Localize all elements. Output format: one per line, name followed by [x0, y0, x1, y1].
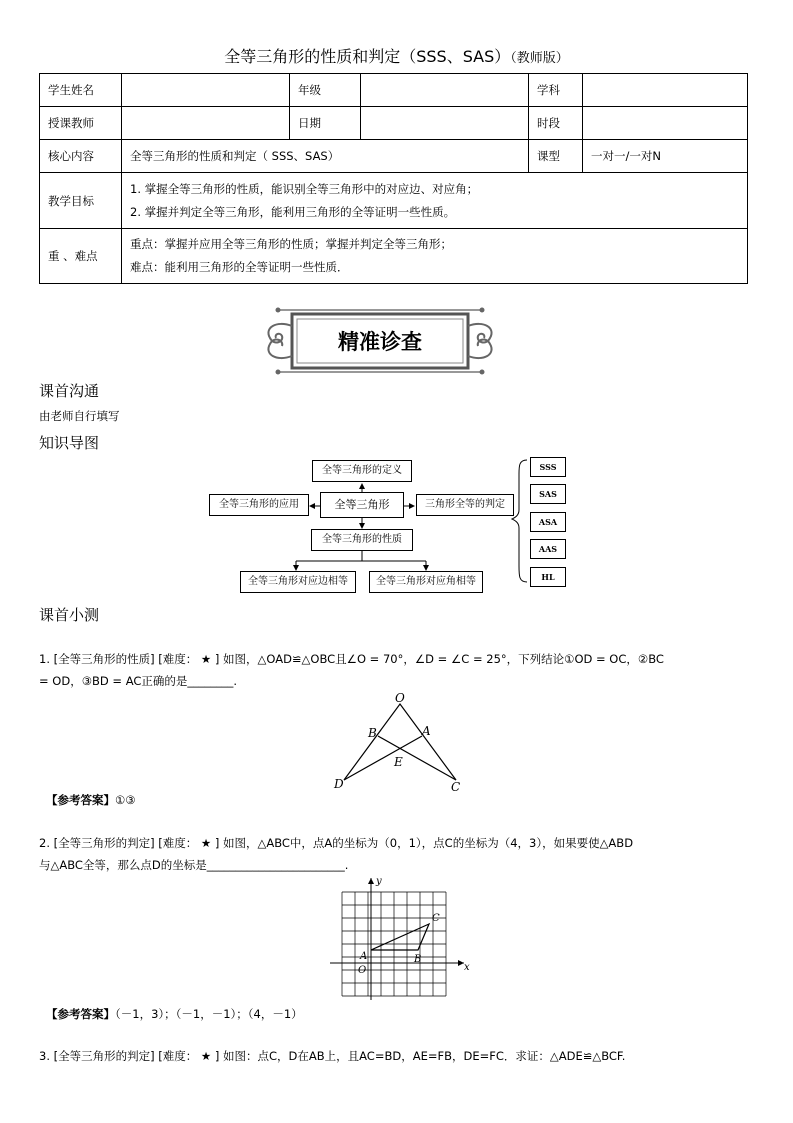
- question-2-answer: [46, 1006, 303, 1022]
- question-2: [39, 832, 754, 876]
- question-1-line2: = OD，③BD = AC正确的是________.: [39, 674, 238, 688]
- section-heading-mindmap: 知识导图: [39, 434, 100, 452]
- question-2-answer-value: （－1，3）；（－1，－1）；（4，－1）: [115, 1007, 303, 1021]
- mindmap-method-sss: SSS: [530, 457, 566, 477]
- question-2-figure: [326, 874, 472, 1002]
- fig2-label-a: A: [360, 951, 368, 962]
- fig2-label-c: C: [432, 913, 440, 924]
- question-3: [39, 1045, 754, 1067]
- core-label: 核心内容: [40, 140, 122, 173]
- question-3-line1: 3. [全等三角形的判定] [难度： ★ ] 如图：点C，D在AB上，且AC=BD，AE=FB，DE=FC．求证：△ADE≌△BCF.: [39, 1049, 626, 1063]
- key-2: 难点：能利用三角形的全等证明一些性质．: [130, 260, 349, 274]
- section-heading-communication: 课首沟通: [39, 382, 100, 400]
- question-2-line1: 2. [全等三角形的判定] [难度： ★ ] 如图，△ABC中，点A的坐标为（0，1），点C的坐标为（4，3），如果要使△ABD: [39, 836, 634, 850]
- fig1-label-e: E: [394, 755, 403, 769]
- question-2-answer-label: 【参考答案】: [46, 1007, 115, 1021]
- title-suffix: （教师版）: [510, 51, 569, 66]
- type-label: 课型: [529, 140, 583, 173]
- mindmap-property: 全等三角形的性质: [311, 529, 413, 551]
- fig1-label-a: A: [422, 724, 431, 738]
- fig1-label-b: B: [368, 726, 377, 740]
- fig2-label-x: x: [464, 962, 470, 973]
- mindmap-method-hl: HL: [530, 567, 566, 587]
- section-body-communication: 由老师自行填写: [39, 409, 120, 423]
- key-label: 重 、难点: [40, 229, 122, 284]
- mindmap-application: 全等三角形的应用: [209, 494, 309, 516]
- question-1-figure: [330, 690, 470, 794]
- banner-title: 精准诊查: [338, 329, 422, 354]
- period-label: 时段: [529, 107, 583, 140]
- fig2-label-b: B: [414, 954, 422, 965]
- fig1-label-o: O: [395, 691, 405, 705]
- mindmap-angles-equal: 全等三角形对应角相等: [369, 571, 483, 593]
- fig1-label-d: D: [334, 777, 344, 791]
- student-name-label: 学生姓名: [40, 74, 122, 107]
- fig2-label-y: y: [376, 876, 382, 887]
- mindmap-center: 全等三角形: [320, 492, 404, 518]
- question-1-answer-label: 【参考答案】: [46, 793, 115, 807]
- mindmap-sides-equal: 全等三角形对应边相等: [240, 571, 356, 593]
- goal-2: 2. 掌握并判定全等三角形，能利用三角形的全等证明一些性质。: [130, 204, 456, 219]
- mindmap-definition: 全等三角形的定义: [312, 460, 412, 482]
- date-label: 日期: [290, 107, 361, 140]
- core-value: 全等三角形的性质和判定（ SSS、SAS）: [122, 140, 529, 173]
- goal-label: 教学目标: [40, 173, 122, 229]
- question-2-line2: 与△ABC全等，那么点D的坐标是________________________.: [39, 858, 349, 872]
- mindmap-criteria: 三角形全等的判定: [416, 494, 514, 516]
- mindmap-method-sas: SAS: [530, 484, 566, 504]
- question-1: [39, 648, 754, 692]
- key-1: 重点：掌握并应用全等三角形的性质；掌握并判定全等三角形；: [130, 237, 452, 251]
- fig1-label-c: C: [451, 780, 461, 794]
- section-heading-quiz: 课首小测: [39, 606, 100, 624]
- goal-1: 1. 掌握全等三角形的性质，能识别全等三角形中的对应边、对应角；: [130, 181, 479, 196]
- title-main: 全等三角形的性质和判定（SSS、SAS）: [224, 47, 511, 66]
- mindmap-method-aas: AAS: [530, 539, 566, 559]
- subject-label: 学科: [529, 74, 583, 107]
- grade-label: 年级: [290, 74, 361, 107]
- question-1-answer-value: ①③: [115, 793, 136, 807]
- question-1-line1: 1. [全等三角形的性质] [难度： ★ ] 如图，△OAD≌△OBC且∠O = 70°，∠D = ∠C = 25°，下列结论①OD = OC，②BC: [39, 652, 664, 666]
- type-value: 一对一/一对N: [583, 140, 748, 173]
- teacher-label: 授课教师: [40, 107, 122, 140]
- question-1-answer: [46, 792, 136, 808]
- fig2-label-o: O: [358, 965, 367, 976]
- mindmap-method-asa: ASA: [530, 512, 566, 532]
